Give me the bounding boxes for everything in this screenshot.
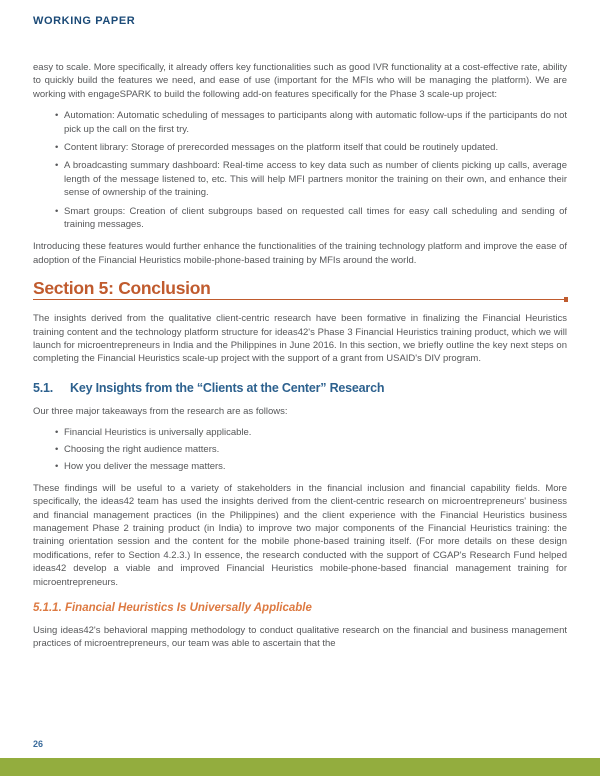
page-header [0, 0, 600, 27]
list-item-text: How you deliver the message matters. [64, 461, 226, 473]
paragraph-platform-features: easy to scale. More specifically, it already offers key functionalities such as good IVR functionality at a cost-effective rate, ability to quickly build the features we need, and ease of use (important for the MFIs who will be managing the platform). We are working with engageSPARK to build the following add-on features specifically for the Phase 3 scale-up project: [33, 62, 567, 100]
bullet-marker [55, 460, 64, 473]
bullet-marker [55, 205, 64, 232]
list-item [55, 460, 567, 473]
list-item [55, 141, 567, 154]
page-number: 26 [33, 739, 44, 749]
header-label: WORKING PAPER [33, 15, 136, 27]
subsubsection-heading: 5.1.1. Financial Heuristics Is Universally Applicable [33, 602, 312, 615]
page-content [0, 27, 600, 650]
list-item-text: A broadcasting summary dashboard: Real-time access to key data such as number of clients picking up calls, average length of the message listened to, etc. This will help MFI partners monitor the training on their own, and enhance their sense of ownership of the training. [64, 160, 567, 199]
bullet-marker [55, 159, 64, 199]
list-item-text: Automation: Automatic scheduling of messages to participants along with automatic follow-ups if the participants do not pick up the call on the first try. [64, 110, 567, 135]
paragraph-insights-overview: The insights derived from the qualitative client-centric research have been formative in finalizing the Financial Heuristics training content and the technology platform structure for ideas42's Phase 3 Financial Heuristics training product, which we will launch for microentrepreneurs in India and the Philippines in June 2016. In this section, we briefly outline the key next steps on completing the Financial Heuristics scale-up project with the support of a grant from USAID's DIV program. [33, 313, 567, 365]
subsection-title: Key Insights from the “Clients at the Center” Research [70, 380, 385, 395]
paragraph-takeaways-intro: Our three major takeaways from the research are as follows: [33, 406, 288, 418]
section-rule [33, 299, 567, 301]
section-heading: Section 5: Conclusion [33, 278, 211, 299]
section-rule-endcap-square [564, 297, 569, 302]
list-item [55, 109, 567, 136]
list-item-text: Financial Heuristics is universally applicable. [64, 426, 252, 438]
page-footer [0, 739, 600, 776]
list-item [55, 443, 567, 456]
list-item-text: Choosing the right audience matters. [64, 444, 220, 456]
paragraph-findings-usefulness: These findings will be useful to a variety of stakeholders in the financial inclusion and financial capability fields. More specifically, the ideas42 team has used the insights derived from the client-centric research on microentrepreneurs' business and financial management practices (in the Philippines) and the client experience with the Financial Heuristics business management Phase 2 training product (in India) to improve two major components of the Financial Heuristics training: the training orientation session and the content for the mobile phone-based training itself. (For more details on these design modifications, refer to Section 4.2.3.) In essence, the research conducted with the support of CGAP's Research Fund helped ideas42 develop a viable and improved Financial Heuristics mobile-phone-based financial management training for microentrepreneurs. [33, 482, 567, 588]
bullet-marker [55, 109, 64, 136]
subsection-number: 5.1. [33, 380, 54, 395]
list-item [55, 159, 567, 199]
paragraph-behavioral-mapping: Using ideas42's behavioral mapping methodology to conduct qualitative research on the financial and business management practices of microentrepreneurs, our team was able to ascertain that the [33, 624, 567, 649]
feature-bullet-list [33, 109, 567, 231]
list-item [55, 426, 567, 439]
bullet-marker [55, 141, 64, 154]
paragraph-introducing-features: Introducing these features would further enhance the functionalities of the training technology platform and improve the ease of adoption of the Financial Heuristics mobile-phone-based training by MFIs around the world. [33, 241, 567, 266]
subsection-heading [33, 382, 567, 395]
bullet-marker [55, 443, 64, 456]
list-item [55, 205, 567, 232]
bullet-marker [55, 426, 64, 439]
list-item-text: Smart groups: Creation of client subgroups based on requested call times for easy call scheduling and sending of training messages. [64, 205, 567, 231]
takeaway-bullet-list [33, 426, 567, 474]
list-item-text: Content library: Storage of prerecorded messages on the platform itself that could be routinely updated. [64, 142, 499, 154]
footer-color-bar [0, 758, 600, 776]
